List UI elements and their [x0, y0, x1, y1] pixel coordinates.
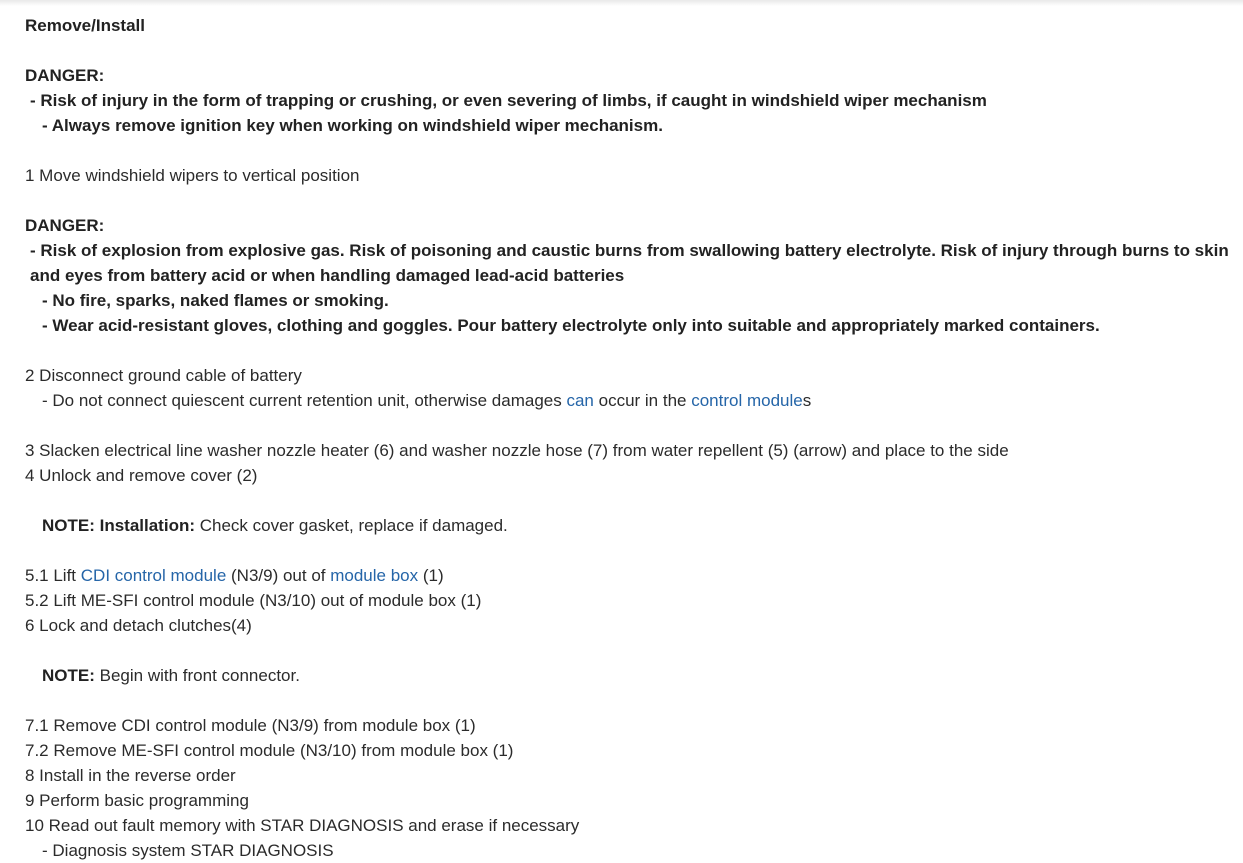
note-front-connector	[25, 663, 1230, 688]
page-title: Remove/Install	[25, 16, 145, 35]
step-5-1-suffix: (1)	[418, 566, 444, 585]
step-10-sub: - Diagnosis system STAR DIAGNOSIS	[42, 841, 334, 860]
danger-block-wiper	[25, 63, 1230, 138]
step-6: 6 Lock and detach clutches(4)	[25, 616, 252, 635]
step-4: 4 Unlock and remove cover (2)	[25, 466, 258, 485]
danger-risk: - Risk of explosion from explosive gas. Risk of poisoning and caustic burns from swallowing battery electrolyte. Risk of injury through burns to skin and eyes from battery acid or when handling damaged lead-acid batteries	[30, 241, 1229, 285]
step-1: 1 Move windshield wipers to vertical position	[25, 166, 360, 185]
step-5-1	[25, 563, 1230, 588]
step-8: 8 Install in the reverse order	[25, 766, 236, 785]
step-5-2: 5.2 Lift ME-SFI control module (N3/10) out of module box (1)	[25, 591, 482, 610]
danger-measure-fire: - No fire, sparks, naked flames or smoking.	[42, 291, 389, 310]
danger-heading: DANGER:	[25, 216, 105, 235]
step-9: 9 Perform basic programming	[25, 791, 249, 810]
step-5-1-prefix: 5.1 Lift	[25, 566, 81, 585]
link-control-modules[interactable]: control module	[691, 391, 803, 410]
danger-measure: - Always remove ignition key when working on windshield wiper mechanism.	[42, 116, 663, 135]
document-body	[25, 13, 1230, 863]
step-2-note-text-2: occur in the	[593, 391, 692, 410]
step-2: 2 Disconnect ground cable of battery	[25, 366, 302, 385]
note-label: NOTE: Installation:	[42, 516, 195, 535]
danger-block-battery	[25, 213, 1230, 338]
step-7-1: 7.1 Remove CDI control module (N3/9) from module box (1)	[25, 716, 476, 735]
note-text: Begin with front connector.	[94, 666, 300, 685]
note-text: Check cover gasket, replace if damaged.	[195, 516, 508, 535]
step-2-note-text: - Do not connect quiescent current retention unit, otherwise damages	[42, 391, 567, 410]
link-cdi-control-module[interactable]: CDI control module	[80, 566, 227, 585]
step-3: 3 Slacken electrical line washer nozzle heater (6) and washer nozzle hose (7) from water repellent (5) (arrow) and place to the side	[25, 441, 1009, 460]
danger-heading: DANGER:	[25, 66, 105, 85]
step-5-1-mid: (N3/9) out of	[226, 566, 331, 585]
top-shadow	[0, 0, 1243, 6]
step-2-note-text-3: s	[802, 391, 812, 410]
step-2-note	[25, 388, 1230, 413]
link-module-box[interactable]: module box	[330, 566, 419, 585]
note-label: NOTE:	[42, 666, 95, 685]
step-7-2: 7.2 Remove ME-SFI control module (N3/10) from module box (1)	[25, 741, 514, 760]
danger-risk: - Risk of injury in the form of trapping or crushing, or even severing of limbs, if caught in windshield wiper mechanism	[30, 91, 987, 110]
danger-measure-gloves: - Wear acid-resistant gloves, clothing and goggles. Pour battery electrolyte only into suitable and appropriately marked containers.	[42, 316, 1100, 335]
step-10: 10 Read out fault memory with STAR DIAGNOSIS and erase if necessary	[25, 816, 580, 835]
note-installation	[25, 513, 1230, 538]
link-can[interactable]: can	[566, 391, 594, 410]
